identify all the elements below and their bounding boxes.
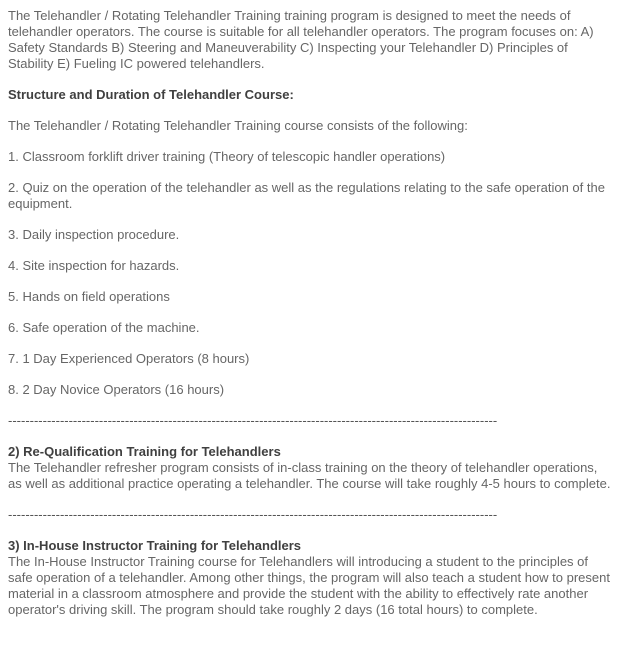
dashed-separator: ----------------------------------------------------------------------------------------------------------------- — [8, 413, 498, 428]
course-item-4: 4. Site inspection for hazards. — [8, 258, 180, 273]
instructor-body: The In-House Instructor Training course for Telehandlers will introducing a student to the principles of safe operation of a telehandler. Among other things, the program will also teach a student how to present material in a classroom atmosphere and provide the student with the ability to effectively rate another operator's driving skill. The program should take roughly 2 days (16 total hours) to complete. — [8, 554, 610, 617]
requalification-body: The Telehandler refresher program consists of in-class training on the theory of telehandler operations, as well as additional practice operating a telehandler. The course will take roughly 4-5 hours to complete. — [8, 460, 611, 491]
dashed-separator: ----------------------------------------------------------------------------------------------------------------- — [8, 507, 498, 522]
instructor-section — [8, 538, 611, 618]
course-item-8: 8. 2 Day Novice Operators (16 hours) — [8, 382, 225, 397]
course-lead-paragraph: The Telehandler / Rotating Telehandler Training course consists of the following: — [8, 118, 468, 133]
course-item-5: 5. Hands on field operations — [8, 289, 170, 304]
course-item-6: 6. Safe operation of the machine. — [8, 320, 200, 335]
requalification-heading: 2) Re-Qualification Training for Telehandlers — [8, 444, 281, 459]
intro-paragraph: The Telehandler / Rotating Telehandler Training training program is designed to meet the needs of telehandler operators. The course is suitable for all telehandler operators. The program focuses on: A) Safety Standards B) Steering and Maneuverability C) Inspecting your Telehandler D) Principles of Stability E) Fueling IC powered telehandlers. — [8, 8, 594, 71]
course-item-3: 3. Daily inspection procedure. — [8, 227, 180, 242]
instructor-heading: 3) In-House Instructor Training for Telehandlers — [8, 538, 302, 553]
course-item-7: 7. 1 Day Experienced Operators (8 hours) — [8, 351, 250, 366]
structure-section-heading: Structure and Duration of Telehandler Course: — [8, 87, 294, 102]
course-item-2: 2. Quiz on the operation of the telehandler as well as the regulations relating to the safe operation of the equipment. — [8, 180, 605, 211]
requalification-section — [8, 444, 611, 492]
course-item-1: 1. Classroom forklift driver training (Theory of telescopic handler operations) — [8, 149, 446, 164]
